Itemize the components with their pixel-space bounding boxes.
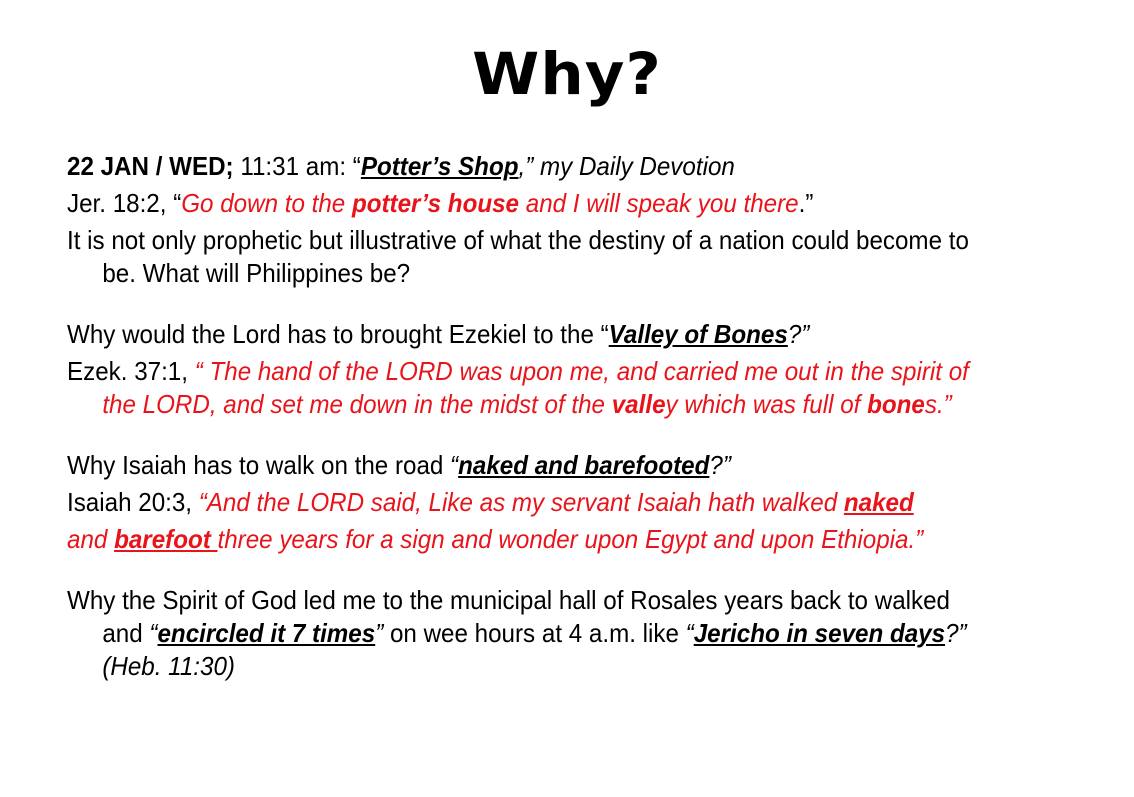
jer-text-c: and I will speak you there [519, 188, 799, 218]
slide-title: Why? [472, 40, 662, 108]
devotion-line [67, 150, 997, 183]
rosales-d: ” [375, 618, 384, 648]
rosales-a: Why the Spirit of God led me to the municipal hall of Rosales years back to walked and [67, 585, 951, 648]
rosales-paragraph [67, 584, 997, 683]
date-text: 22 JAN / WED; [67, 151, 234, 181]
jer-text-d: .” [798, 188, 814, 218]
slide-body [67, 150, 997, 687]
heb-ref: ?” (Heb. 11:30) [102, 618, 967, 681]
ezek-text-e: s.” [924, 389, 952, 419]
isaiah-ref: Isaiah 20:3, [67, 487, 199, 517]
ezek-text-d: bone [867, 389, 925, 419]
naked-text: naked [843, 487, 914, 517]
ezekiel-question-c: ?” [787, 319, 810, 349]
valley-of-bones-text: Valley of Bones [608, 319, 788, 349]
rosales-b: “ [149, 618, 158, 648]
isaiah-question-a: Why Isaiah has to walk on the road [67, 450, 451, 480]
encircled-text: encircled it 7 times [157, 618, 376, 648]
jer-text-a: Go down to the [181, 188, 352, 218]
jericho-text: Jericho in seven days [693, 618, 946, 648]
isaiah-verse-cont [67, 523, 997, 556]
prophetic-paragraph: It is not only prophetic but illustrative of what the destiny of a nation could become to be. What will Philippines be? [67, 225, 969, 288]
ezekiel-question-a: Why would the Lord has to brought Ezekiel to the “ [67, 319, 609, 349]
devotion-text: ,” my Daily Devotion [518, 151, 735, 181]
isaiah-cont-a: and [67, 524, 115, 554]
isaiah-text-a: “And the LORD said, Like as my servant Isaiah hath walked [198, 487, 844, 517]
rosales-e: on wee hours at 4 a.m. like [383, 618, 686, 648]
isaiah-question-d: ?” [709, 450, 731, 480]
jer-verse [67, 187, 997, 220]
potters-shop-text: Potter’s Shop [360, 151, 519, 181]
ezekiel-question [67, 318, 997, 351]
rosales-f: “ [685, 618, 694, 648]
isaiah-question [67, 449, 997, 482]
ezek-text-b: valle [611, 389, 666, 419]
isaiah-cont-c: three years for a sign and wonder upon Egypt and upon Ethiopia.” [217, 524, 924, 554]
ezek-text-c: y which was full of [665, 389, 868, 419]
naked-barefooted-text: naked and barefooted [458, 450, 710, 480]
potters-house-text: potter’s house [351, 188, 520, 218]
ezek-text-a: “ The hand of the LORD was upon me, and carried me out in the spirit of the LORD, and set me down in the midst of the [102, 356, 969, 419]
ezek-ref: Ezek. 37:1, [67, 356, 195, 386]
isaiah-question-b: “ [450, 450, 459, 480]
ezek-verse [67, 355, 997, 421]
time-text: 11:31 am: “ [233, 151, 361, 181]
isaiah-verse [67, 486, 997, 519]
jer-ref: Jer. 18:2, “ [67, 188, 182, 218]
barefoot-text: barefoot [114, 524, 218, 554]
